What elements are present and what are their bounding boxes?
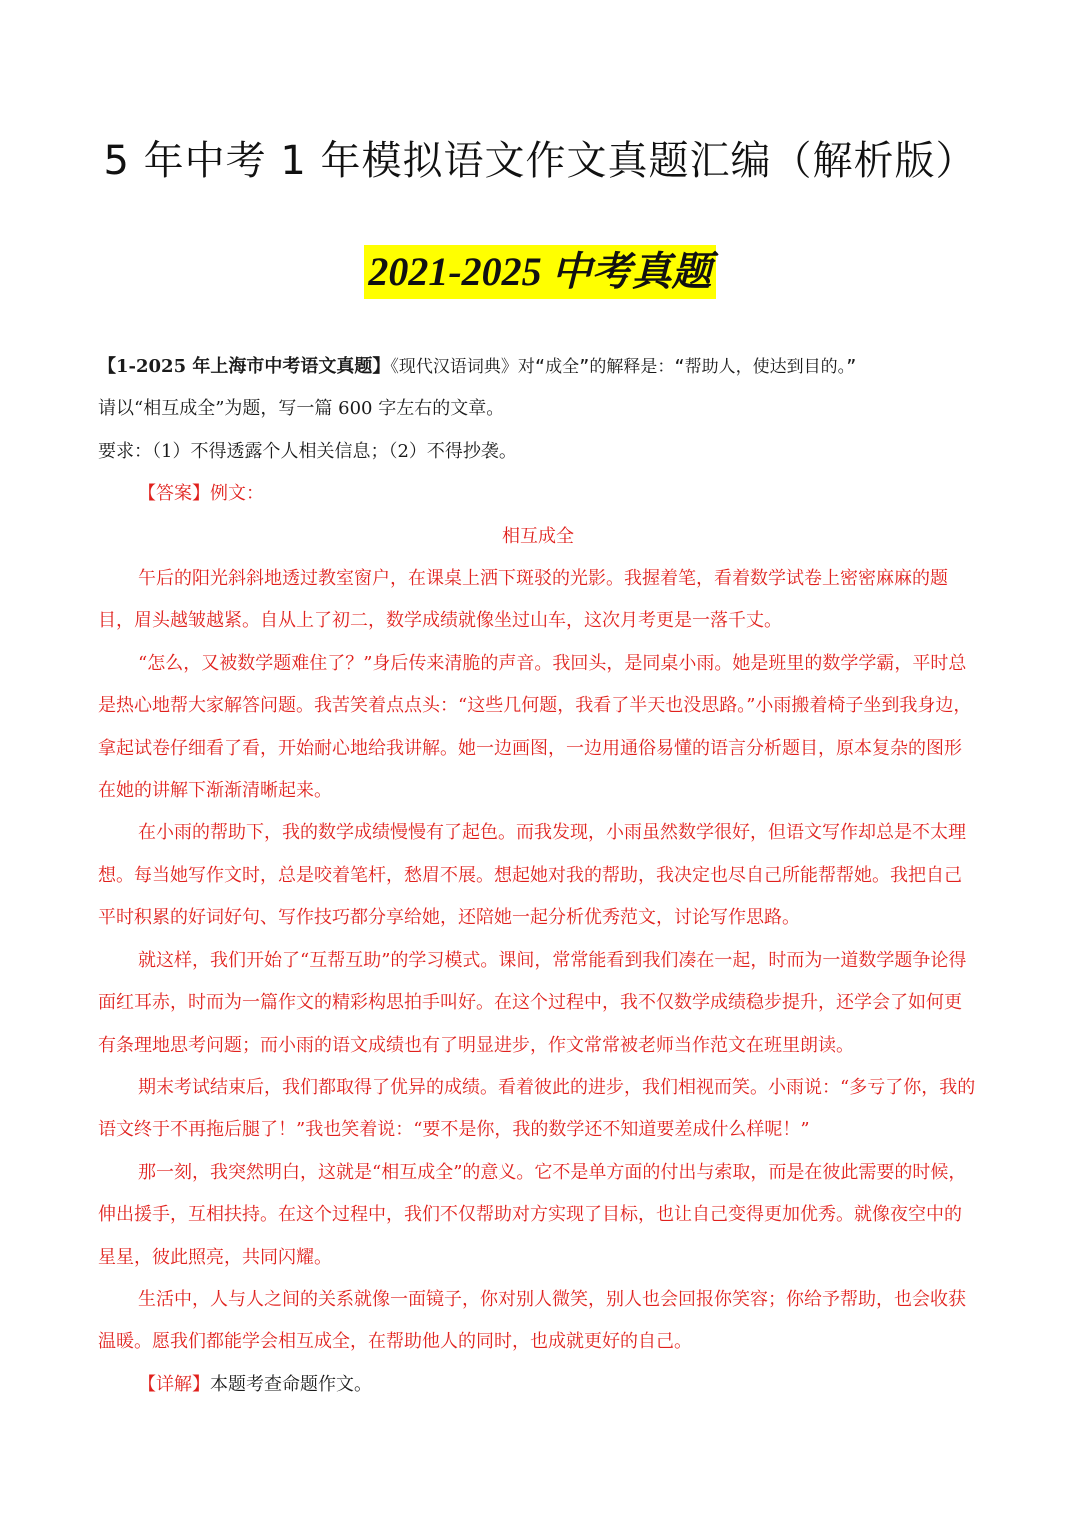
essay-paragraph: “怎么，又被数学题难住了？”身后传来清脆的声音。我回头，是同桌小雨。她是班里的数学学霸，平时总是热心地帮大家解答问题。我苦笑着点点头：“这些几何题，我看了半天也没思路。”小雨搬着椅子坐到我身边，拿起试卷仔细看了看，开始耐心地给我讲解。她一边画图，一边用通俗易懂的语言分析题目，原本复杂的图形在她的讲解下渐渐清晰起来。 <box>98 652 972 802</box>
banner-wrap <box>0 245 1080 299</box>
essay-paragraph: 在小雨的帮助下，我的数学成绩慢慢有了起色。而我发现，小雨虽然数学很好，但语文写作却总是不太理想。每当她写作文时，总是咬着笔杆，愁眉不展。想起她对我的帮助，我决定也尽自己所能帮帮她。我把自己平时积累的好词好句、写作技巧都分享给她，还陪她一起分析优秀范文，讨论写作思路。 <box>98 822 966 929</box>
question-requirements: 要求：（1）不得透露个人相关信息；（2）不得抄袭。 <box>98 440 517 462</box>
analysis-line <box>98 1364 978 1406</box>
answer-tag: 【答案】 <box>138 483 210 505</box>
essay-paragraph: 那一刻，我突然明白，这就是“相互成全”的意义。它不是单方面的付出与索取，而是在彼此需要的时候，伸出援手，互相扶持。在这个过程中，我们不仅帮助对方实现了目标，也让自己变得更加优秀。就像夜空中的星星，彼此照亮，共同闪耀。 <box>98 1161 967 1268</box>
question-quote: 《现代汉语词典》对“成全”的解释是：“帮助人，使达到目的。” <box>390 357 857 377</box>
section-banner: 2021-2025 中考真题 <box>364 245 715 299</box>
essay-paragraph: 生活中，人与人之间的关系就像一面镜子，你对别人微笑，别人也会回报你笑容；你给予帮助，也会收获温暖。愿我们都能学会相互成全，在帮助他人的同时，也成就更好的自己。 <box>98 1288 966 1353</box>
essay-paragraph: 期末考试结束后，我们都取得了优异的成绩。看着彼此的进步，我们相视而笑。小雨说：“多亏了你，我的语文终于不再拖后腿了！”我也笑着说：“要不是你，我的数学还不知道要差成什么样呢！” <box>98 1076 976 1141</box>
document-title: 5 年中考 1 年模拟语文作文真题汇编（解析版） <box>103 138 977 184</box>
answer-label: 例文： <box>210 483 264 505</box>
essay-paragraph: 就这样，我们开始了“互帮互助”的学习模式。课间，常常能看到我们凑在一起，时而为一道数学题争论得面红耳赤，时而为一篇作文的精彩构思拍手叫好。在这个过程中，我不仅数学成绩稳步提升，还学会了如何更有条理地思考问题；而小雨的语文成绩也有了明显进步，作文常常被老师当作范文在班里朗读。 <box>98 949 967 1056</box>
answer-line <box>98 473 978 515</box>
analysis-tag: 【详解】 <box>138 1373 210 1395</box>
content-body <box>98 346 978 1406</box>
essay-paragraph: 午后的阳光斜斜地透过教室窗户，在课桌上洒下斑驳的光影。我握着笔，看着数学试卷上密密麻麻的题目，眉头越皱越紧。自从上了初二，数学成绩就像坐过山车，这次月考更是一落千丈。 <box>98 568 948 632</box>
question-line <box>98 346 978 388</box>
analysis-text: 本题考查命题作文。 <box>210 1373 372 1395</box>
question-head: 【1-2025 年上海市中考语文真题】 <box>98 356 391 377</box>
question-prompt: 请以“相互成全”为题，写一篇 600 字左右的文章。 <box>98 398 505 420</box>
essay-title: 相互成全 <box>502 525 574 547</box>
